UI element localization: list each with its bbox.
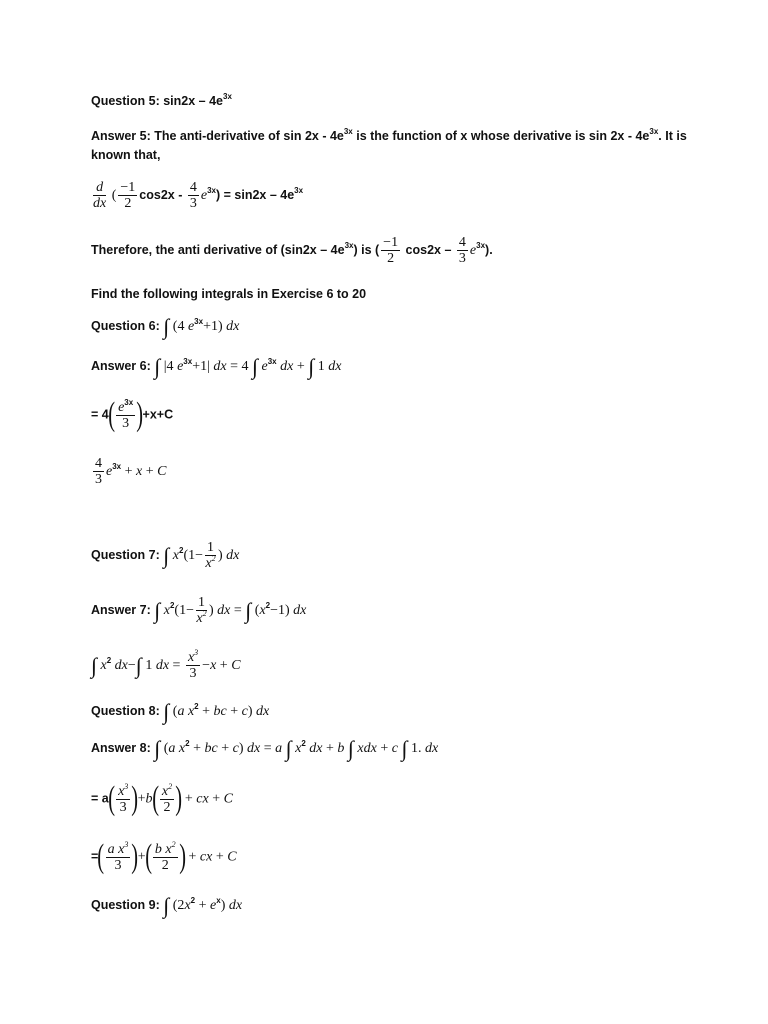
question-5: Question 5: $\sin 2x - 4e^{3x}$ <box>91 92 232 108</box>
fraction-four-thirds: $\frac{4}{3}$ <box>189 180 197 211</box>
answer-8: Answer 8: ∫ (a $x^2$ + bc + c) dx = a ∫ $x^2$ dx + b ∫ xdx + c ∫ 1. dx <box>91 736 439 761</box>
answer-7-step1: ∫ $x^2$ dx−∫ 1 dx = $\frac{x^3}{3}$ −x + C <box>91 648 241 681</box>
answer-5-line1: Answer 5: The anti-derivative of $\sin 2x - 4e^{3x}$ is the function of x whose derivative is $\sin 2x - 4e^{3x}$. It is <box>91 127 687 143</box>
d-dx-fraction: $\frac{d}{dx}$ <box>93 180 107 211</box>
answer-5-therefore: Therefore, the anti derivative of $(\sin 2x - 4e^{3x})$ is ( $\frac{-1}{2}$ cos2x – $\frac{4}{3}$ $e^{3x}$). <box>91 235 493 266</box>
answer-5-derivative-equation: $\frac{d}{dx}$ ( $\frac{-1}{2}$ cos2x - $\frac{4}{3}$ $e^{3x}) = \sin 2x - 4e^{3x}$ <box>93 180 304 211</box>
question-7: Question 7: ∫ $x^2(1-$ $\frac{1}{x^2}$ ) dx <box>91 540 240 571</box>
answer-6-step2: $\frac{4}{3}$ $e^{3x} + x + C$ <box>95 456 167 487</box>
fraction-minus-one-half: $\frac{-1}{2}$ <box>120 180 136 211</box>
answer-8-step1: = a( $\frac{x^3}{3}$ )+b( $\frac{x^2}{2}$ ) + cx + C <box>91 780 233 817</box>
answer-6-step1: = 4( $\frac{e^{3x}}{3}$ )+x+C <box>91 396 174 433</box>
question-6: Question 6: ∫ (4 $e^{3x}+1$) dx <box>91 314 240 339</box>
question-8: Question 8: ∫ (a $x^2$ + bc + c) dx <box>91 699 270 724</box>
answer-7: Answer 7: ∫ $x^2(1-$ $\frac{1}{x^2}$ ) dx = ∫ $(x^2-1)$ dx <box>91 595 307 626</box>
answer-6: Answer 6: ∫ |4 $e^{3x}+1|$ dx = 4 ∫ $e^{3x}$ dx + ∫ 1 dx <box>91 354 342 379</box>
section-title: Find the following integrals in Exercise 6 to 20 <box>91 287 367 301</box>
answer-5-line2: known that, <box>91 148 161 162</box>
question-9: Question 9: ∫ $(2x^2 + e^x)$ dx <box>91 893 243 918</box>
answer-8-step2: =( $\frac{a x^3}{3}$ )+( $\frac{b x^2}{2}$ ) + cx + C <box>91 838 237 875</box>
